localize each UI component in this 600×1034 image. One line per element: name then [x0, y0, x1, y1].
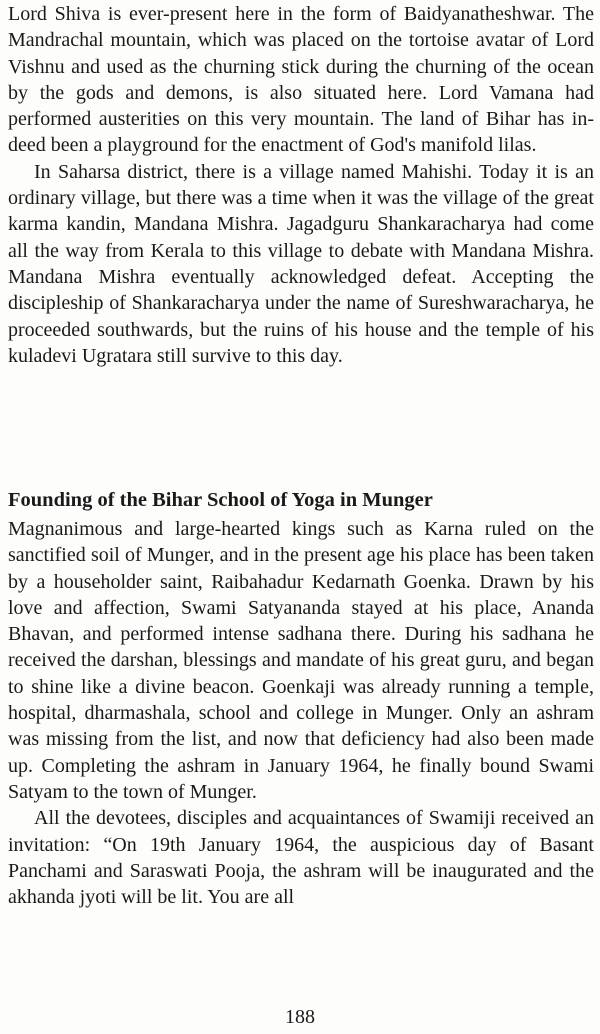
paragraph-goenka: Magnanimous and large-hearted kings such as Karna ruled on the sanctified soil of Munger, and in the present age his place has been taken by a householder saint, Raibahadur Kedarnath Goenka. Drawn by his love and affection, Swami Satyananda stayed at his place, Ananda Bhavan, and performed intense sadhana there. During his sadhana he received the darshan, blessings and mandate of his great guru, and began to shine like a divine beacon. Goenkaji was already running a temple, hospital, dharmashala, school and college in Munger. Only an ashram was missing from the list, and now that deficiency had also been made up. Completing the ashram in January 1964, he finally bound Swami Satyam to the town of Munger. [8, 518, 594, 803]
paragraph-baidyanatheshwar: Lord Shiva is ever-present here in the form of Baidyanatheshwar. The Mandrachal mountain, which was placed on the tortoise avatar of Lord Vishnu and used as the churning stick during the churning of the ocean by the gods and demons, is also situated here. Lord Vamana had performed austerities on this very mountain. The land of Bihar has indeed been a playground for the enactment of God's manifold lilas. [8, 3, 594, 157]
text-section-munger [8, 516, 594, 910]
page-number: 188 [285, 1006, 315, 1028]
paragraph-mahishi: In Saharsa district, there is a village named Mahishi. Today it is an ordinary village, but there was a time when it was the village of the great karma kandin, Mandana Mishra. Jagadguru Shankaracharya had come all the way from Kerala to this village to debate with Mandana Mishra. Mandana Mishra eventually acknowledged defeat. Accepting the discipleship of Shankaracharya under the name of Sureshwaracharya, he proceeded southwards, but the ruins of his house and the temple of his kuladevi Ugratara still survive to this day. [8, 160, 594, 367]
text-section-intro [8, 1, 594, 369]
paragraph-invitation: All the devotees, disciples and acquaintances of Swamiji received an invitation: “On 19th January 1964, the auspicious day of Basant Panchami and Saraswati Pooja, the ashram will be inaugurated and the akhanda jyoti will be lit. You are all [8, 807, 594, 909]
section-heading: Founding of the Bihar School of Yoga in Munger [8, 489, 433, 511]
